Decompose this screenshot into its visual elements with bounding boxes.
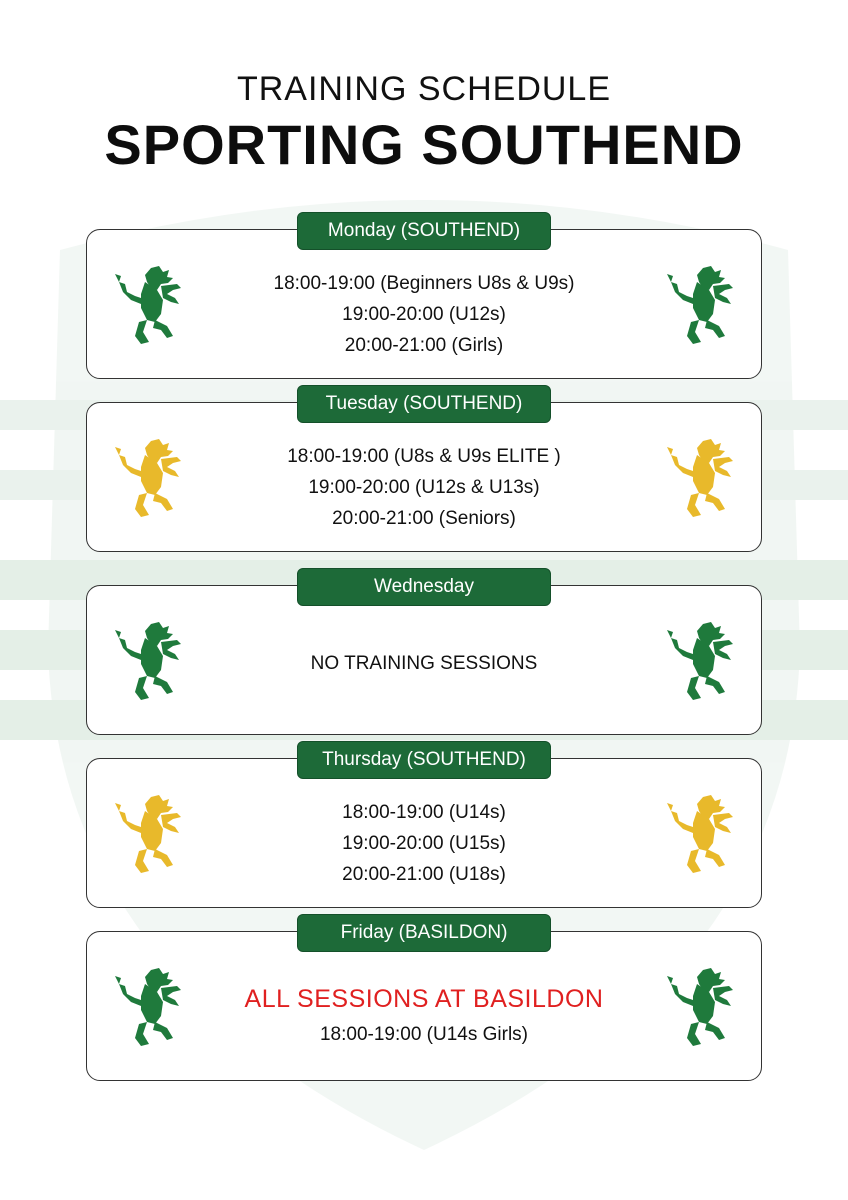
day-card-wednesday [86, 576, 762, 735]
gold-lion-icon [111, 793, 185, 877]
session-list [197, 264, 651, 364]
green-lion-icon [663, 264, 737, 348]
session-list [197, 437, 651, 537]
day-label: Friday (BASILDON) [297, 914, 551, 952]
green-lion-icon [111, 620, 185, 704]
day-label: Monday (SOUTHEND) [297, 212, 551, 250]
day-label: Thursday (SOUTHEND) [297, 741, 551, 779]
green-lion-icon [111, 264, 185, 348]
location-notice: ALL SESSIONS AT BASILDON [244, 984, 604, 1013]
gold-lion-icon [111, 437, 185, 521]
gold-lion-icon [663, 437, 737, 521]
schedule-subtitle: TRAINING SCHEDULE [236, 70, 612, 108]
session-line: 19:00-20:00 (U12s) [342, 303, 506, 325]
session-line: 18:00-19:00 (Beginners U8s & U9s) [273, 272, 575, 294]
club-title: SPORTING SOUTHEND [104, 113, 744, 176]
day-card-tuesday [86, 393, 762, 552]
session-line: 20:00-21:00 (U18s) [342, 863, 506, 885]
green-lion-icon [663, 966, 737, 1050]
green-lion-icon [663, 620, 737, 704]
session-line: 19:00-20:00 (U15s) [342, 832, 506, 854]
session-line: 20:00-21:00 (Girls) [344, 334, 504, 356]
day-label: Tuesday (SOUTHEND) [297, 385, 551, 423]
session-line: NO TRAINING SESSIONS [310, 652, 538, 674]
day-label: Wednesday [297, 568, 551, 606]
session-list [197, 793, 651, 893]
gold-lion-icon [663, 793, 737, 877]
green-lion-icon [111, 966, 185, 1050]
session-line: 18:00-19:00 (U14s Girls) [319, 1023, 529, 1045]
day-card-friday [86, 922, 762, 1081]
day-card-thursday [86, 749, 762, 908]
session-line: 19:00-20:00 (U12s & U13s) [308, 476, 540, 498]
session-line: 18:00-19:00 (U14s) [342, 801, 506, 823]
session-line: 18:00-19:00 (U8s & U9s ELITE ) [287, 445, 561, 467]
day-card-monday [86, 220, 762, 379]
session-line: 20:00-21:00 (Seniors) [332, 507, 516, 529]
session-list [197, 606, 651, 720]
session-list [197, 962, 651, 1066]
